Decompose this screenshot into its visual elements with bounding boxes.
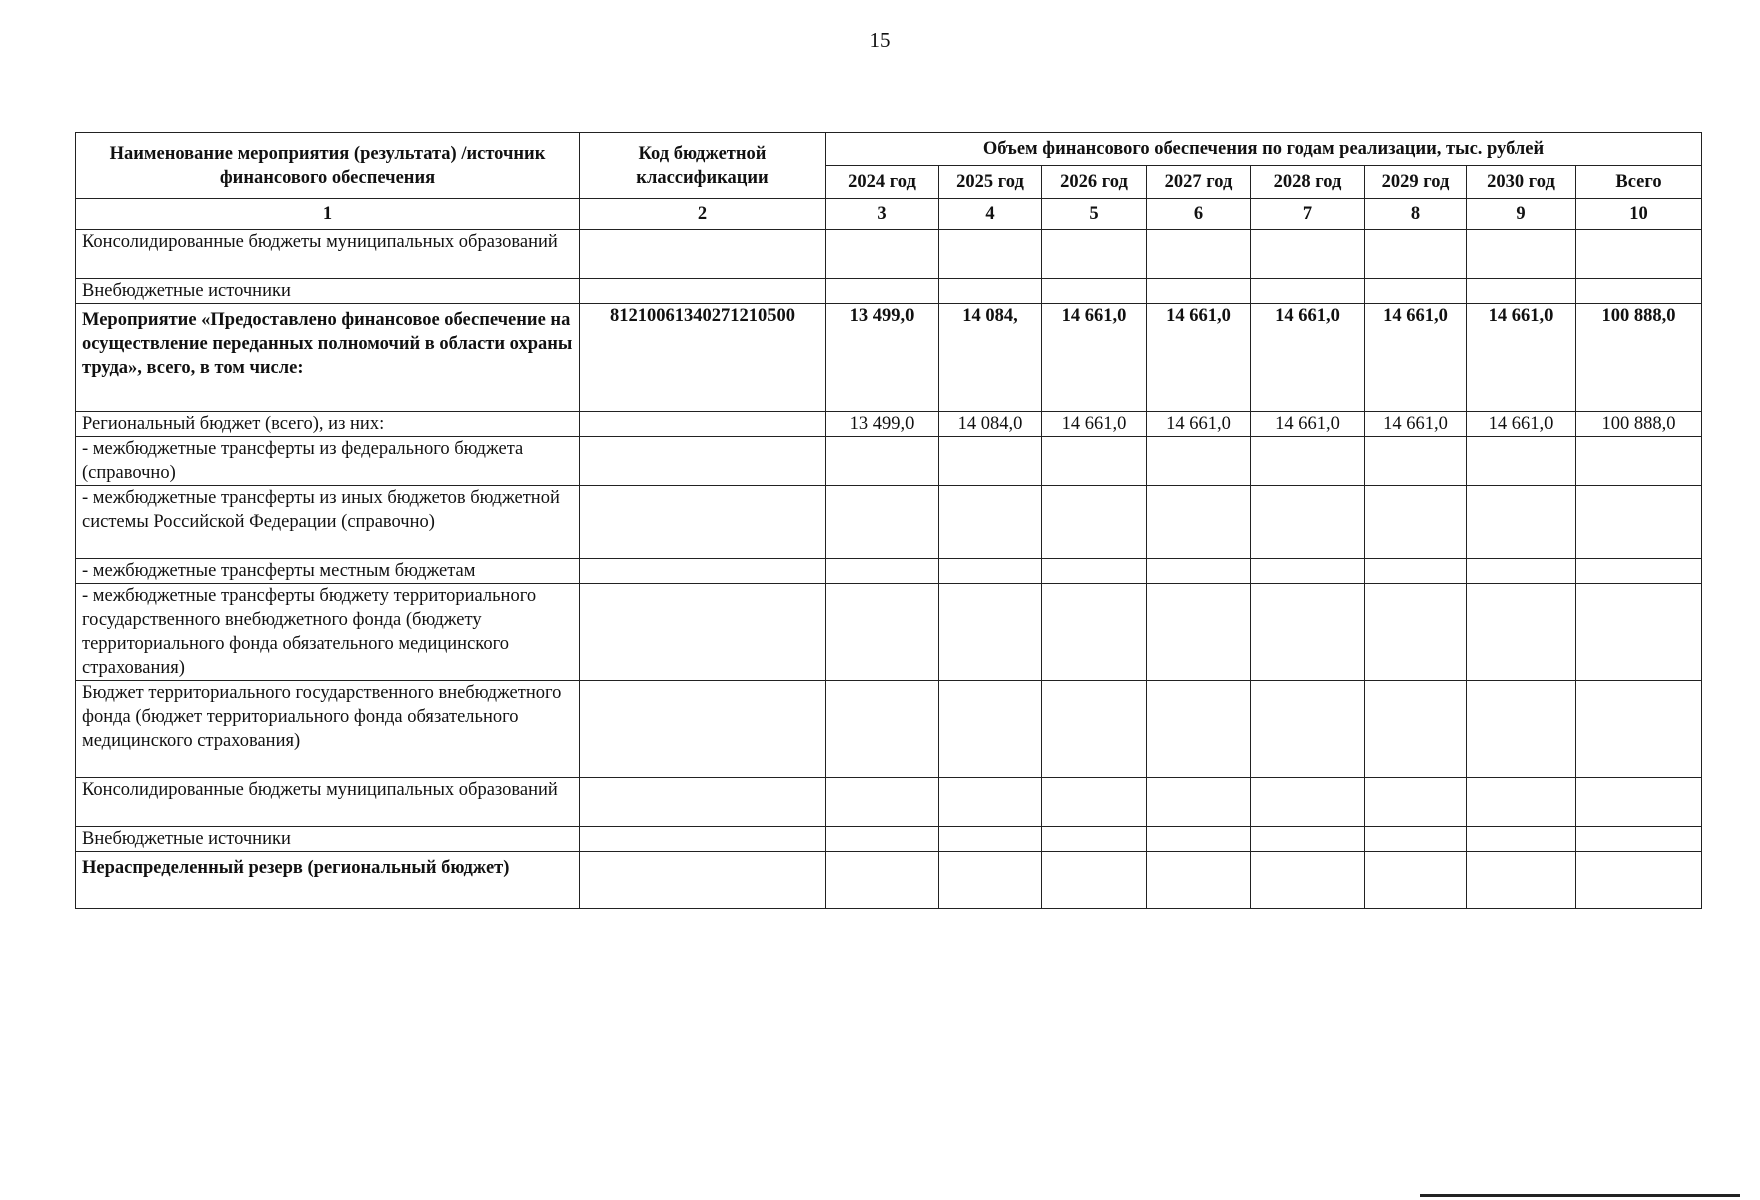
row-code: 81210061340271210500	[580, 304, 826, 412]
row-value	[826, 778, 939, 827]
row-value	[1365, 827, 1467, 852]
table-row	[76, 412, 1702, 437]
row-value	[826, 559, 939, 584]
row-value	[1365, 852, 1467, 909]
row-value: 14 661,0	[1042, 304, 1147, 412]
row-value: 14 661,0	[1251, 304, 1365, 412]
col-number: 9	[1467, 199, 1576, 230]
table-row	[76, 681, 1702, 778]
col-number: 7	[1251, 199, 1365, 230]
table-row	[76, 486, 1702, 559]
row-value	[1467, 486, 1576, 559]
table-row	[76, 304, 1702, 412]
row-value	[1042, 584, 1147, 681]
row-value	[1042, 279, 1147, 304]
row-value	[1467, 437, 1576, 486]
page-number: 15	[869, 28, 891, 52]
row-name: - межбюджетные трансферты бюджету территориального государственного внебюджетного фонда (бюджету территориального фонда обязательного медицинского страхования)	[76, 584, 580, 681]
row-value	[1042, 827, 1147, 852]
row-value	[1147, 279, 1251, 304]
row-value	[1576, 778, 1702, 827]
row-code	[580, 827, 826, 852]
row-code	[580, 412, 826, 437]
header-year: 2025 год	[939, 166, 1042, 199]
header-year: 2029 год	[1365, 166, 1467, 199]
col-number: 4	[939, 199, 1042, 230]
row-code	[580, 584, 826, 681]
row-name: Нераспределенный резерв (региональный бюджет)	[76, 852, 580, 909]
col-number: 8	[1365, 199, 1467, 230]
row-code	[580, 681, 826, 778]
row-name: Консолидированные бюджеты муниципальных образований	[76, 230, 580, 279]
row-value	[939, 559, 1042, 584]
row-value: 14 084,0	[939, 412, 1042, 437]
row-value	[1042, 778, 1147, 827]
row-value	[1251, 437, 1365, 486]
row-value	[1042, 437, 1147, 486]
row-value	[1042, 559, 1147, 584]
row-value	[1251, 230, 1365, 279]
table-row	[76, 230, 1702, 279]
header-code: Код бюджетной классификации	[580, 133, 826, 199]
row-name: Бюджет территориального государственного внебюджетного фонда (бюджет территориального фонда обязательного медицинского страхования)	[76, 681, 580, 778]
row-value	[1576, 279, 1702, 304]
row-value: 100 888,0	[1576, 412, 1702, 437]
table-row	[76, 827, 1702, 852]
table-row	[76, 778, 1702, 827]
row-value: 14 661,0	[1467, 412, 1576, 437]
row-value	[1467, 852, 1576, 909]
row-value	[1147, 584, 1251, 681]
row-name: Внебюджетные источники	[76, 827, 580, 852]
col-number: 5	[1042, 199, 1147, 230]
table-row	[76, 584, 1702, 681]
row-code	[580, 852, 826, 909]
col-number: 6	[1147, 199, 1251, 230]
row-name: - межбюджетные трансферты из федерального бюджета (справочно)	[76, 437, 580, 486]
row-value: 13 499,0	[826, 304, 939, 412]
row-value	[826, 852, 939, 909]
bottom-edge-rule	[1420, 1194, 1740, 1197]
row-value	[1365, 778, 1467, 827]
row-name: Мероприятие «Предоставлено финансовое обеспечение на осуществление переданных полномочий в области охраны труда», всего, в том числе:	[76, 304, 580, 412]
row-value: 14 661,0	[1467, 304, 1576, 412]
table-row	[76, 852, 1702, 909]
row-code	[580, 230, 826, 279]
table-row	[76, 437, 1702, 486]
row-code	[580, 559, 826, 584]
row-value	[826, 230, 939, 279]
row-value: 13 499,0	[826, 412, 939, 437]
row-value	[1365, 279, 1467, 304]
col-number: 10	[1576, 199, 1702, 230]
row-value	[939, 681, 1042, 778]
row-value	[1251, 559, 1365, 584]
row-value	[939, 230, 1042, 279]
row-value	[826, 486, 939, 559]
row-value	[1042, 681, 1147, 778]
row-value	[1251, 279, 1365, 304]
row-value	[939, 584, 1042, 681]
col-number: 3	[826, 199, 939, 230]
row-value	[1576, 827, 1702, 852]
row-value	[1251, 852, 1365, 909]
row-value	[1042, 852, 1147, 909]
row-value	[1251, 778, 1365, 827]
row-value	[1365, 486, 1467, 559]
row-value	[1365, 681, 1467, 778]
row-value	[826, 279, 939, 304]
row-value: 100 888,0	[1576, 304, 1702, 412]
row-name: - межбюджетные трансферты местным бюджетам	[76, 559, 580, 584]
row-value	[1365, 584, 1467, 681]
row-value	[1147, 778, 1251, 827]
row-value	[826, 827, 939, 852]
row-value	[1576, 584, 1702, 681]
header-name: Наименование мероприятия (результата) /источник финансового обеспечения	[76, 133, 580, 199]
table-row	[76, 279, 1702, 304]
row-value	[1467, 559, 1576, 584]
row-value	[1147, 437, 1251, 486]
row-value	[1576, 486, 1702, 559]
row-code	[580, 437, 826, 486]
row-value	[1042, 486, 1147, 559]
row-value: 14 661,0	[1147, 304, 1251, 412]
row-value: 14 661,0	[1365, 304, 1467, 412]
header-total: Всего	[1576, 166, 1702, 199]
header-year: 2028 год	[1251, 166, 1365, 199]
row-value	[1251, 827, 1365, 852]
table-row	[76, 559, 1702, 584]
financing-table	[75, 132, 1702, 909]
header-year: 2026 год	[1042, 166, 1147, 199]
row-value	[1467, 827, 1576, 852]
row-code	[580, 486, 826, 559]
row-value: 14 661,0	[1147, 412, 1251, 437]
row-value	[1576, 230, 1702, 279]
row-value	[1576, 437, 1702, 486]
row-name: Консолидированные бюджеты муниципальных образований	[76, 778, 580, 827]
row-value	[1576, 559, 1702, 584]
row-name: Региональный бюджет (всего), из них:	[76, 412, 580, 437]
row-value	[939, 827, 1042, 852]
col-number: 1	[76, 199, 580, 230]
row-value	[1467, 230, 1576, 279]
row-value	[1147, 559, 1251, 584]
row-value	[1576, 852, 1702, 909]
row-value	[939, 486, 1042, 559]
row-value	[826, 584, 939, 681]
row-value	[1467, 681, 1576, 778]
row-value	[826, 437, 939, 486]
row-value	[939, 852, 1042, 909]
row-value	[1467, 584, 1576, 681]
row-value: 14 661,0	[1365, 412, 1467, 437]
row-value	[1365, 230, 1467, 279]
row-value: 14 084,	[939, 304, 1042, 412]
row-value: 14 661,0	[1042, 412, 1147, 437]
row-value	[1042, 230, 1147, 279]
row-value	[1467, 279, 1576, 304]
row-value	[939, 279, 1042, 304]
row-name: Внебюджетные источники	[76, 279, 580, 304]
row-value	[1251, 584, 1365, 681]
row-value	[1576, 681, 1702, 778]
row-value: 14 661,0	[1251, 412, 1365, 437]
row-code	[580, 279, 826, 304]
header-year: 2024 год	[826, 166, 939, 199]
row-value	[1147, 827, 1251, 852]
row-value	[939, 437, 1042, 486]
header-year: 2030 год	[1467, 166, 1576, 199]
row-value	[1147, 852, 1251, 909]
row-name: - межбюджетные трансферты из иных бюджетов бюджетной системы Российской Федерации (справочно)	[76, 486, 580, 559]
row-value	[826, 681, 939, 778]
row-value	[1365, 437, 1467, 486]
row-value	[939, 778, 1042, 827]
row-value	[1365, 559, 1467, 584]
row-value	[1251, 486, 1365, 559]
row-value	[1147, 230, 1251, 279]
header-year: 2027 год	[1147, 166, 1251, 199]
col-number: 2	[580, 199, 826, 230]
header-group-title: Объем финансового обеспечения по годам реализации, тыс. рублей	[826, 133, 1702, 166]
row-value	[1147, 681, 1251, 778]
row-value	[1147, 486, 1251, 559]
row-value	[1251, 681, 1365, 778]
row-code	[580, 778, 826, 827]
row-value	[1467, 778, 1576, 827]
